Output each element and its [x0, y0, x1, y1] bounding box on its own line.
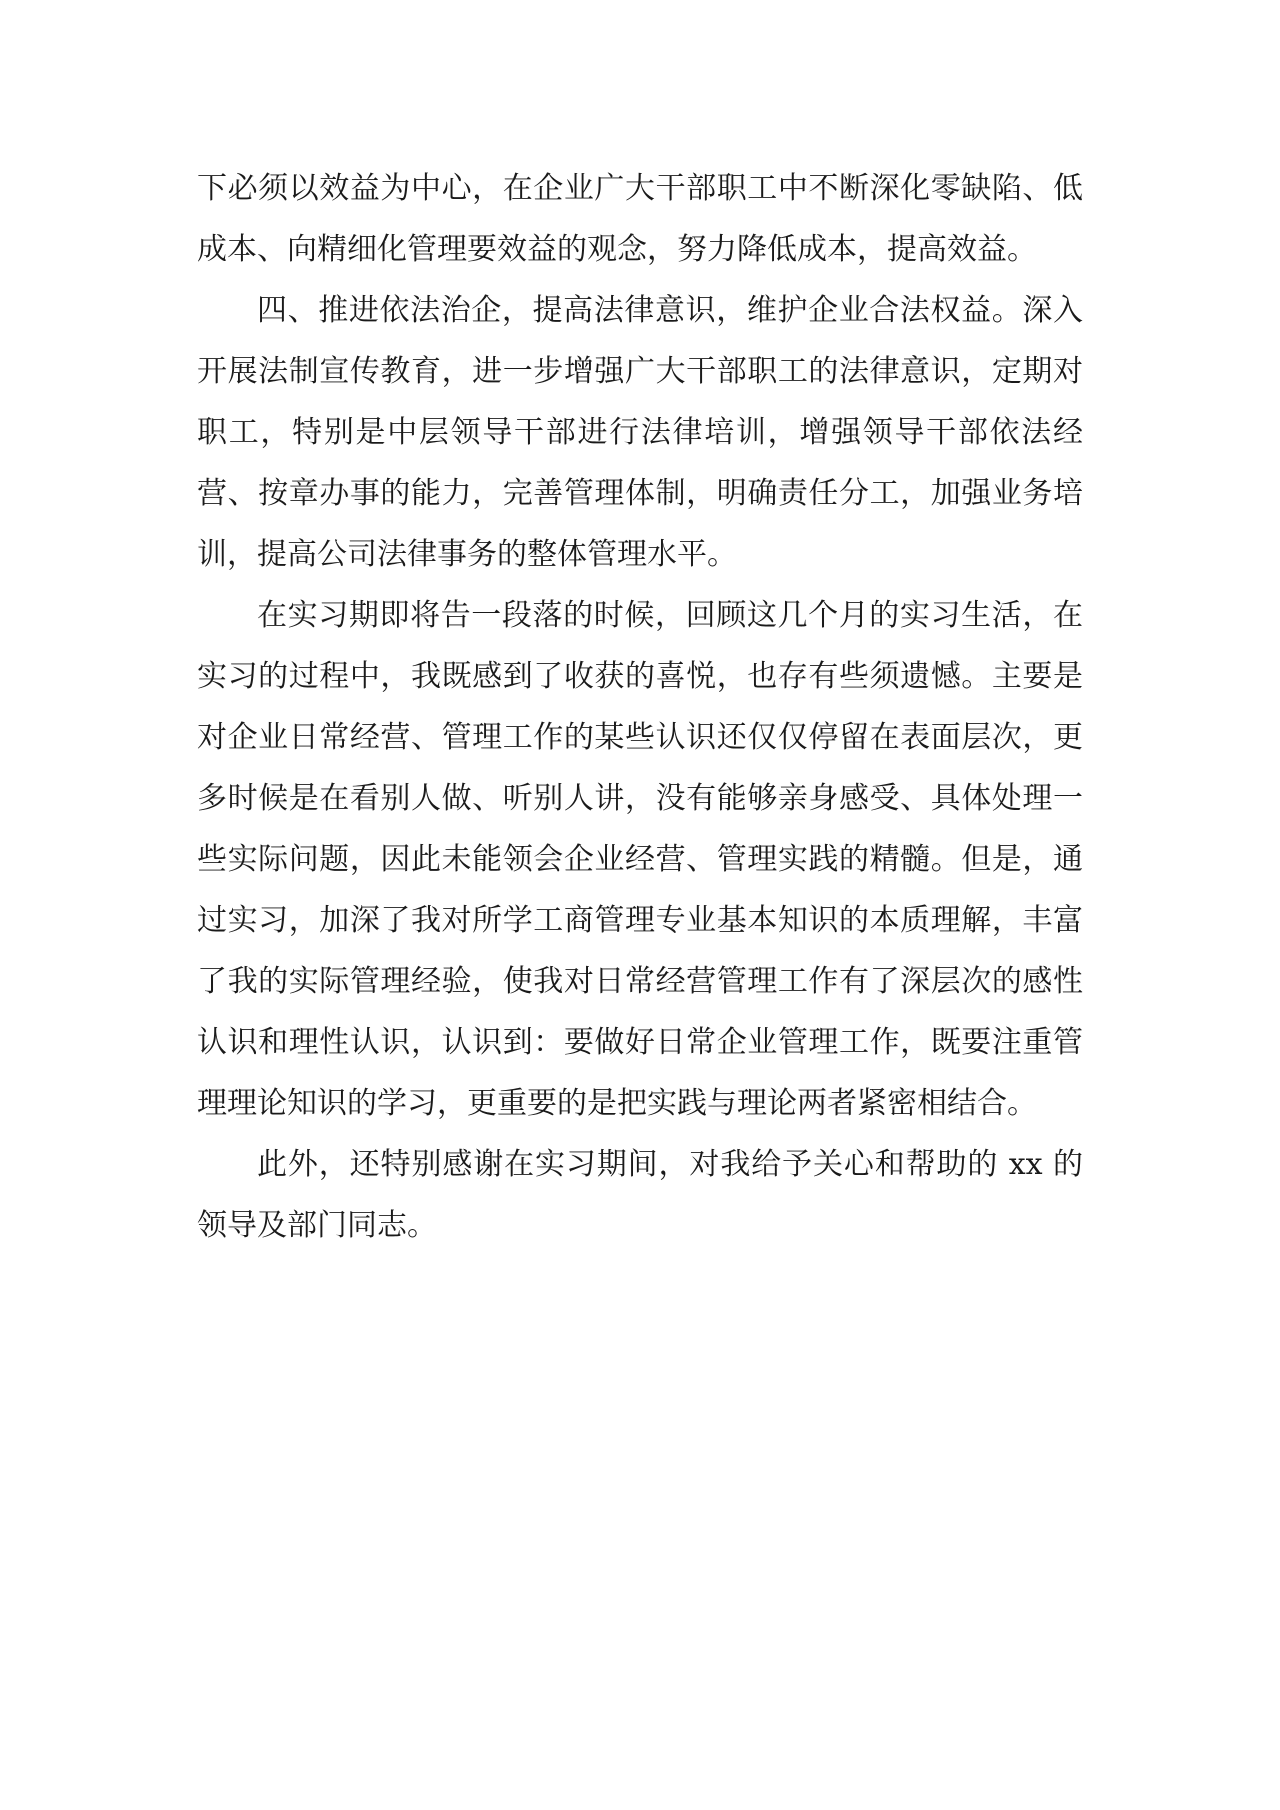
- document-body: [197, 158, 1083, 1256]
- paragraph-acknowledgement: 此外，还特别感谢在实习期间，对我给予关心和帮助的 xx 的领导及部门同志。: [197, 1147, 1083, 1243]
- paragraph-continued: 下必须以效益为中心，在企业广大干部职工中不断深化零缺陷、低成本、向精细化管理要效益的观念，努力降低成本，提高效益。: [197, 171, 1083, 267]
- paragraph-legal-governance: 四、推进依法治企，提高法律意识，维护企业合法权益。深入开展法制宣传教育，进一步增强广大干部职工的法律意识，定期对职工，特别是中层领导干部进行法律培训，增强领导干部依法经营、按章办事的能力，完善管理体制，明确责任分工，加强业务培训，提高公司法律事务的整体管理水平。: [197, 293, 1083, 572]
- paragraph-internship-reflection: 在实习期即将告一段落的时候，回顾这几个月的实习生活，在实习的过程中，我既感到了收获的喜悦，也存有些须遗憾。主要是对企业日常经营、管理工作的某些认识还仅仅停留在表面层次，更多时候是在看别人做、听别人讲，没有能够亲身感受、具体处理一些实际问题，因此未能领会企业经营、管理实践的精髓。但是，通过实习，加深了我对所学工商管理专业基本知识的本质理解，丰富了我的实际管理经验，使我对日常经营管理工作有了深层次的感性认识和理性认识，认识到：要做好日常企业管理工作，既要注重管理理论知识的学习，更重要的是把实践与理论两者紧密相结合。: [197, 598, 1083, 1121]
